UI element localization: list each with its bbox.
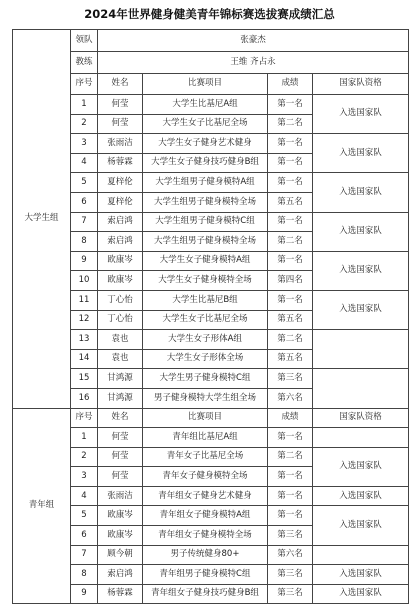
qualification <box>313 369 409 408</box>
qualification <box>313 330 409 369</box>
qualification: 入选国家队 <box>313 173 409 212</box>
row-number: 8 <box>71 232 98 252</box>
event-name: 青年女子比基尼全场 <box>143 447 268 467</box>
athlete-name: 何莹 <box>98 447 143 467</box>
event-name: 大学生比基尼A组 <box>143 95 268 115</box>
row-number: 2 <box>71 114 98 134</box>
event-name: 青年组女子健身模特A组 <box>143 506 268 526</box>
table-row <box>13 447 409 467</box>
result: 第三名 <box>268 584 313 604</box>
athlete-name: 丁心怡 <box>98 310 143 330</box>
athlete-name: 甘鸿源 <box>98 369 143 389</box>
athlete-name: 夏梓伦 <box>98 192 143 212</box>
event-name: 大学生女子健身模特全场 <box>143 271 268 291</box>
header-name: 姓名 <box>98 408 143 428</box>
result: 第一名 <box>268 467 313 487</box>
qualification: 入选国家队 <box>313 447 409 486</box>
header-event: 比赛项目 <box>143 74 268 95</box>
athlete-name: 顾今朝 <box>98 545 143 565</box>
result: 第三名 <box>268 526 313 546</box>
result: 第六名 <box>268 388 313 408</box>
event-name: 青年组比基尼A组 <box>143 428 268 448</box>
leader-row <box>13 30 409 52</box>
result: 第二名 <box>268 330 313 350</box>
table-row <box>13 173 409 193</box>
row-number: 5 <box>71 506 98 526</box>
row-number: 6 <box>71 526 98 546</box>
event-name: 青年女子健身模特全场 <box>143 467 268 487</box>
result: 第二名 <box>268 232 313 252</box>
qualification: 入选国家队 <box>313 134 409 173</box>
group-label: 青年组 <box>13 408 71 604</box>
result: 第一名 <box>268 486 313 506</box>
table-row <box>13 369 409 389</box>
event-name: 青年组女子健身艺术健身 <box>143 486 268 506</box>
event-name: 大学生组男子健身模特A组 <box>143 173 268 193</box>
header-no: 序号 <box>71 74 98 95</box>
event-name: 青年组男子健身模特C组 <box>143 565 268 585</box>
table-row <box>13 290 409 310</box>
row-number: 7 <box>71 212 98 232</box>
qualification: 入选国家队 <box>313 486 409 506</box>
result: 第一名 <box>268 134 313 154</box>
result: 第五名 <box>268 310 313 330</box>
row-number: 9 <box>71 251 98 271</box>
qualification: 入选国家队 <box>313 290 409 329</box>
row-number: 15 <box>71 369 98 389</box>
result: 第二名 <box>268 114 313 134</box>
qualification <box>313 545 409 565</box>
event-name: 大学生比基尼B组 <box>143 290 268 310</box>
row-number: 3 <box>71 134 98 154</box>
table-row <box>13 251 409 271</box>
result: 第一名 <box>268 173 313 193</box>
qualification: 入选国家队 <box>313 506 409 545</box>
table-row <box>13 95 409 115</box>
table-row <box>13 506 409 526</box>
page-title: 2024年世界健身健美青年锦标赛选拔赛成绩汇总 <box>84 7 335 21</box>
row-number: 5 <box>71 173 98 193</box>
row-number: 8 <box>71 565 98 585</box>
result: 第一名 <box>268 95 313 115</box>
athlete-name: 何莹 <box>98 114 143 134</box>
row-number: 4 <box>71 486 98 506</box>
result: 第一名 <box>268 251 313 271</box>
table-row <box>13 428 409 448</box>
athlete-name: 张雨洁 <box>98 486 143 506</box>
header-qualification: 国家队资格 <box>313 74 409 95</box>
coach-row <box>13 52 409 74</box>
result: 第二名 <box>268 447 313 467</box>
event-name: 大学生女子健身技巧健身B组 <box>143 153 268 173</box>
athlete-name: 丁心怡 <box>98 290 143 310</box>
header-name: 姓名 <box>98 74 143 95</box>
result: 第一名 <box>268 290 313 310</box>
athlete-name: 索启鸿 <box>98 232 143 252</box>
athlete-name: 何莹 <box>98 428 143 448</box>
row-number: 2 <box>71 447 98 467</box>
athlete-name: 索启鸿 <box>98 212 143 232</box>
row-number: 1 <box>71 95 98 115</box>
event-name: 大学生女子形体全场 <box>143 349 268 369</box>
coach-label: 教练 <box>71 52 98 74</box>
table-row <box>13 330 409 350</box>
qualification: 入选国家队 <box>313 251 409 290</box>
result: 第一名 <box>268 428 313 448</box>
athlete-name: 袁也 <box>98 330 143 350</box>
header-no: 序号 <box>71 408 98 428</box>
table-row <box>13 212 409 232</box>
row-number: 9 <box>71 584 98 604</box>
event-name: 大学生女子形体A组 <box>143 330 268 350</box>
athlete-name: 张雨洁 <box>98 134 143 154</box>
athlete-name: 杨蓉霖 <box>98 153 143 173</box>
athlete-name: 欧康岑 <box>98 251 143 271</box>
header-row <box>13 408 409 428</box>
athlete-name: 何莹 <box>98 467 143 487</box>
table-row <box>13 486 409 506</box>
event-name: 大学生组男子健身模特C组 <box>143 212 268 232</box>
row-number: 7 <box>71 545 98 565</box>
athlete-name: 欧康岑 <box>98 526 143 546</box>
result: 第三名 <box>268 369 313 389</box>
event-name: 大学生组男子健身模特全场 <box>143 192 268 212</box>
leader-label: 领队 <box>71 30 98 52</box>
result: 第六名 <box>268 545 313 565</box>
qualification: 入选国家队 <box>313 212 409 251</box>
result: 第一名 <box>268 506 313 526</box>
result: 第一名 <box>268 212 313 232</box>
athlete-name: 甘鸿源 <box>98 388 143 408</box>
row-number: 1 <box>71 428 98 448</box>
event-name: 青年组女子健身技巧健身B组 <box>143 584 268 604</box>
table-row <box>13 134 409 154</box>
event-name: 男子传统健身80+ <box>143 545 268 565</box>
event-name: 大学生女子健身艺术健身 <box>143 134 268 154</box>
table-row <box>13 545 409 565</box>
row-number: 3 <box>71 467 98 487</box>
qualification: 入选国家队 <box>313 584 409 604</box>
athlete-name: 欧康岑 <box>98 271 143 291</box>
header-row <box>13 74 409 95</box>
result: 第一名 <box>268 153 313 173</box>
leader-name: 张豪杰 <box>98 30 409 52</box>
athlete-name: 欧康岑 <box>98 506 143 526</box>
result: 第三名 <box>268 565 313 585</box>
event-name: 青年组女子健身模特全场 <box>143 526 268 546</box>
header-result: 成绩 <box>268 74 313 95</box>
event-name: 大学生男子健身模特C组 <box>143 369 268 389</box>
results-table <box>12 29 409 604</box>
event-name: 男子健身模特大学生组全场 <box>143 388 268 408</box>
event-name: 大学生女子比基尼全场 <box>143 114 268 134</box>
header-event: 比赛项目 <box>143 408 268 428</box>
qualification: 入选国家队 <box>313 565 409 585</box>
event-name: 大学生组男子健身模特全场 <box>143 232 268 252</box>
result: 第五名 <box>268 192 313 212</box>
coach-names: 王维 齐占永 <box>98 52 409 74</box>
group-label: 大学生组 <box>13 30 71 409</box>
event-name: 大学生女子健身模特A组 <box>143 251 268 271</box>
row-number: 4 <box>71 153 98 173</box>
event-name: 大学生女子比基尼全场 <box>143 310 268 330</box>
table-row <box>13 565 409 585</box>
athlete-name: 夏梓伦 <box>98 173 143 193</box>
row-number: 14 <box>71 349 98 369</box>
row-number: 6 <box>71 192 98 212</box>
result: 第五名 <box>268 349 313 369</box>
qualification <box>313 428 409 448</box>
table-row <box>13 584 409 604</box>
result: 第四名 <box>268 271 313 291</box>
qualification: 入选国家队 <box>313 95 409 134</box>
row-number: 12 <box>71 310 98 330</box>
athlete-name: 袁也 <box>98 349 143 369</box>
row-number: 16 <box>71 388 98 408</box>
row-number: 10 <box>71 271 98 291</box>
row-number: 11 <box>71 290 98 310</box>
athlete-name: 杨蓉霖 <box>98 584 143 604</box>
header-result: 成绩 <box>268 408 313 428</box>
athlete-name: 何莹 <box>98 95 143 115</box>
header-qualification: 国家队资格 <box>313 408 409 428</box>
row-number: 13 <box>71 330 98 350</box>
athlete-name: 索启鸿 <box>98 565 143 585</box>
